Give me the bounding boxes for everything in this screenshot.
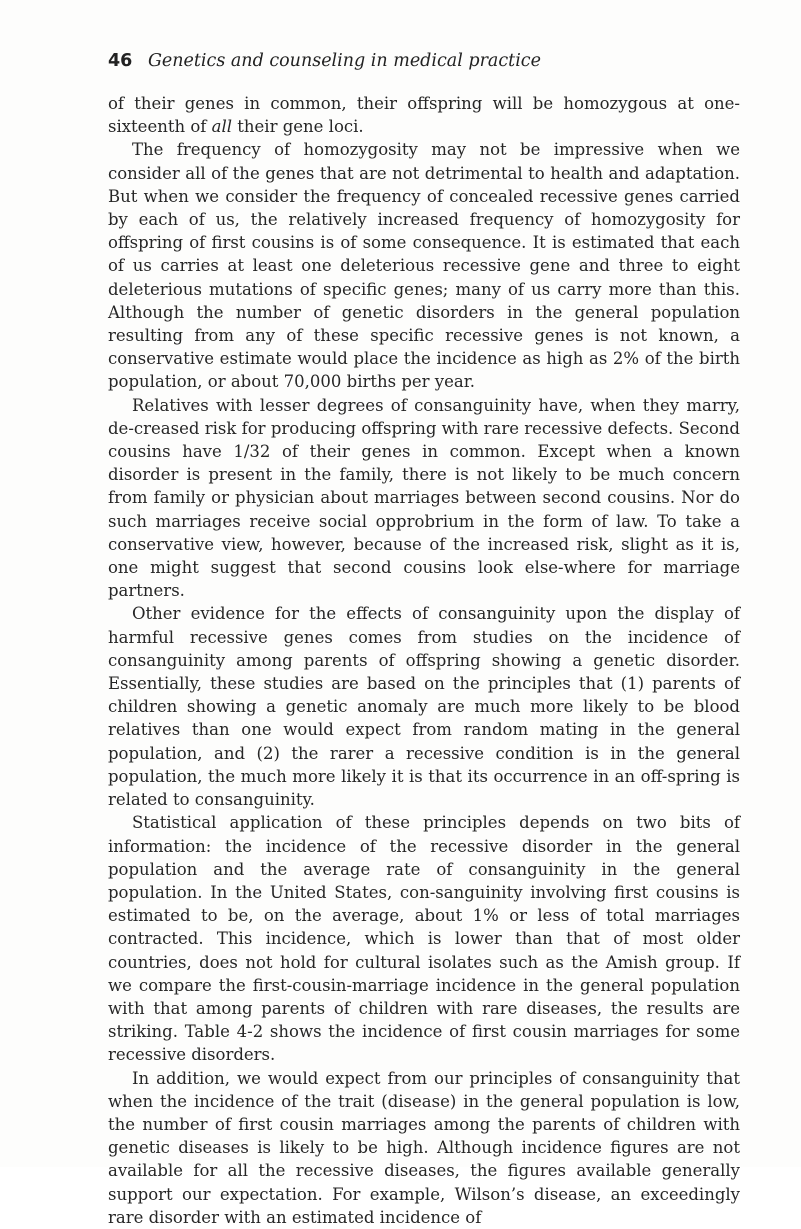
paragraph-continued <box>108 92 740 138</box>
body-text <box>108 92 740 1229</box>
paragraph-1-end: their gene loci. <box>232 117 364 137</box>
paragraph-homozygosity: The frequency of homozygosity may not be impressive when we consider all of the genes that are not detrimental to health and adaptation. But when we consider the frequency of concealed recessive genes carried by each of us, the relatively increased frequency of homozygosity for offspring of first cousins is of some consequence. It is estimated that each of us carries at least one deleterious recessive gene and three to eight deleterious mutations of specific genes; many of us carry more than this. Although the number of genetic disorders in the general population resulting from any of these specific recessive genes is not known, a conservative estimate would place the incidence as high as 2% of the birth population, or about 70,000 births per year. <box>108 140 740 392</box>
paragraph-second-cousins: Relatives with lesser degrees of consanguinity have, when they marry, de-creased risk for producing offspring with rare recessive defects. Second cousins have 1/32 of their genes in common. Except when a known disorder is present in the family, there is not likely to be much concern from family or physician about marriages between second cousins. Nor do such marriages receive social opprobrium in the form of law. To take a conservative view, however, because of the increased risk, slight as it is, one might suggest that second cousins look else-where for marriage partners. <box>108 395 740 601</box>
paragraph-1-text: of their genes in common, their offspring will be homozygous at one-sixteenth of <box>108 94 740 137</box>
paragraph-1-emphasis: all <box>211 117 233 137</box>
page-number: 46 <box>108 51 133 71</box>
running-title: Genetics and counseling in medical practice <box>147 51 541 71</box>
paragraph-in-addition: In addition, we would expect from our principles of consanguinity that when the incidence of the trait (disease) in the general population is low, the number of first cousin marriages among the parents of children with genetic diseases is likely to be high. Although incidence figures are not available for all the recessive diseases, the figures available generally support our expectation. For example, Wilson’s disease, an exceedingly rare disorder with an estimated incidence of <box>108 1068 740 1227</box>
paragraph-statistical-application: Statistical application of these principles depends on two bits of information: the incidence of the recessive disorder in the general population and the average rate of consanguinity in the general population. In the United States, con-sanguinity involving first cousins is estimated to be, on the average, about 1% or less of total marriages contracted. This incidence, which is lower than that of most older countries, does not hold for cultural isolates such as the Amish group. If we compare the first-cousin-marriage incidence in the general population with that among parents of children with rare diseases, the results are striking. Table 4-2 shows the incidence of first cousin marriages for some recessive disorders. <box>108 813 740 1065</box>
paragraph-evidence: Other evidence for the effects of consanguinity upon the display of harmful recessive genes comes from studies on the incidence of consanguinity among parents of offspring showing a genetic disorder. Essentially, these studies are based on the principles that (1) parents of children showing a genetic anomaly are much more likely to be blood relatives than one would expect from random mating in the general population, and (2) the rarer a recessive condition is in the general population, the much more likely it is that its occurrence in an off-spring is related to consanguinity. <box>108 604 740 810</box>
running-head <box>108 49 748 73</box>
